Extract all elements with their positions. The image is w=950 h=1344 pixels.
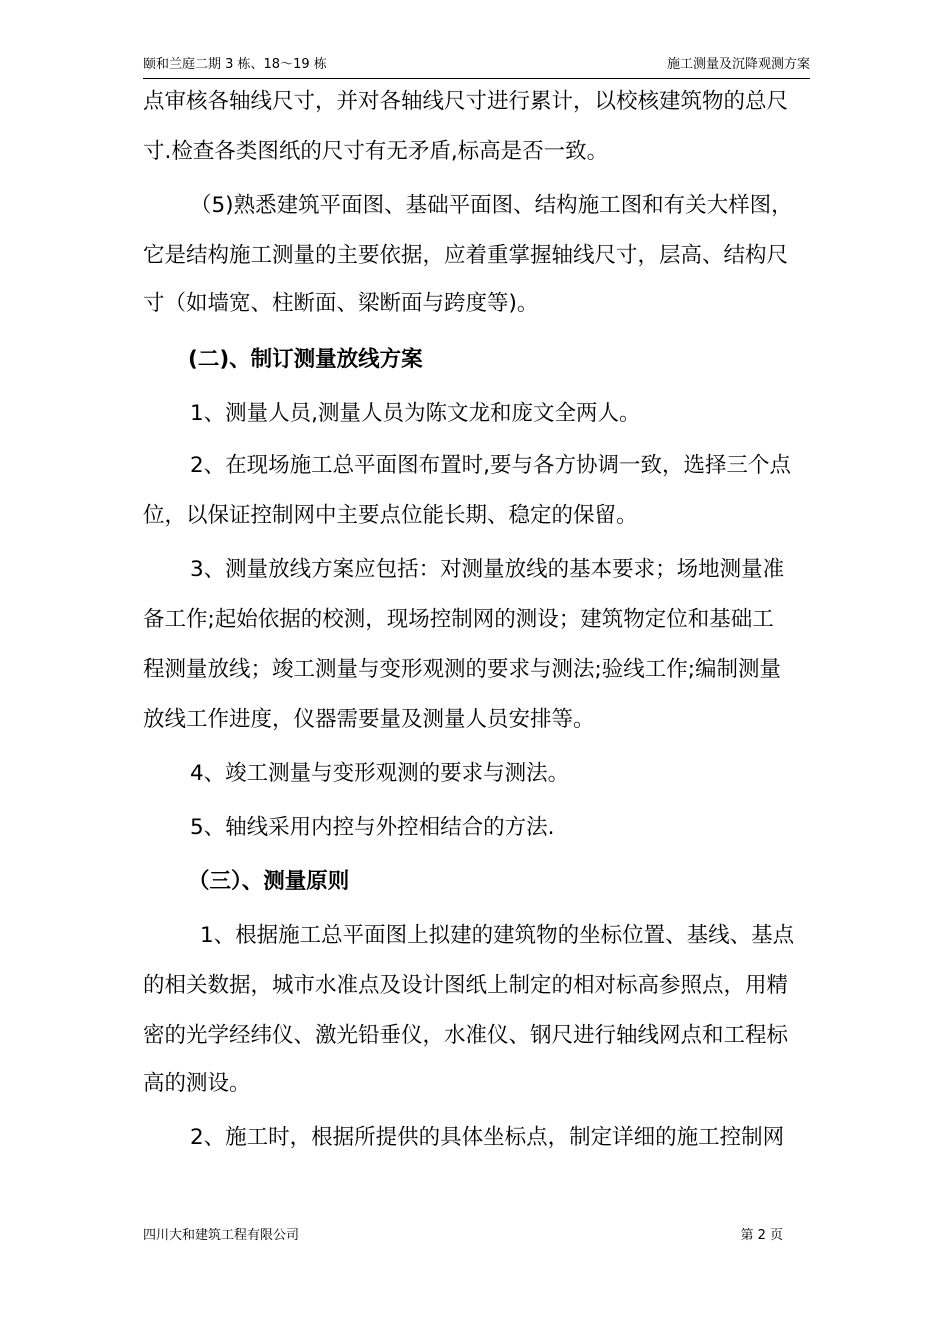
page-header	[143, 56, 810, 79]
paragraph-line: 密的光学经纬仪、激光铅垂仪，水准仪、钢尺进行轴线网点和工程标	[143, 1023, 789, 1048]
paragraph-line: 1、测量人员,测量人员为陈文龙和庞文全两人。	[190, 401, 641, 426]
footer-page-number: 第 2 页	[740, 1228, 783, 1243]
paragraph-line: （5)熟悉建筑平面图、基础平面图、结构施工图和有关大样图，	[190, 193, 793, 218]
paragraph-line: 放线工作进度，仪器需要量及测量人员安排等。	[143, 707, 595, 732]
section-heading-2: (二)、制订测量放线方案	[188, 347, 423, 372]
paragraph-line: 1、根据施工总平面图上拟建的建筑物的坐标位置、基线、基点	[200, 923, 795, 948]
footer-company-name: 四川大和建筑工程有限公司	[143, 1228, 300, 1243]
paragraph-line: 的相关数据，城市水准点及设计图纸上制定的相对标高参照点，用精	[143, 973, 789, 998]
paragraph-line: 4、竣工测量与变形观测的要求与测法。	[190, 761, 570, 786]
header-project-name: 颐和兰庭二期 3 栋、18～19 栋	[143, 57, 327, 72]
paragraph-line: 寸（如墙宽、柱断面、梁断面与跨度等)。	[143, 291, 539, 316]
paragraph-line: 高的测设。	[143, 1071, 251, 1096]
header-document-title: 施工测量及沉降观测方案	[666, 57, 810, 72]
paragraph-line: 3、测量放线方案应包括：对测量放线的基本要求；场地测量准	[190, 557, 785, 582]
paragraph-line: 它是结构施工测量的主要依据，应着重掌握轴线尺寸，层高、结构尺	[143, 243, 789, 268]
paragraph-line: 2、在现场施工总平面图布置时,要与各方协调一致，选择三个点	[190, 453, 792, 478]
paragraph-line: 位，以保证控制网中主要点位能长期、稳定的保留。	[143, 503, 638, 528]
paragraph-line: 寸.检查各类图纸的尺寸有无矛盾,标高是否一致。	[143, 139, 609, 164]
paragraph-line: 程测量放线；竣工测量与变形观测的要求与测法;验线工作;编制测量	[143, 657, 781, 682]
paragraph-line: 备工作;起始依据的校测，现场控制网的测设；建筑物定位和基础工	[143, 607, 774, 632]
section-heading-3: （三）、测量原则	[188, 869, 350, 894]
paragraph-line: 5、轴线采用内控与外控相结合的方法.	[190, 815, 555, 840]
paragraph-line: 2、施工时，根据所提供的具体坐标点，制定详细的施工控制网	[190, 1125, 785, 1150]
paragraph-line: 点审核各轴线尺寸，并对各轴线尺寸进行累计，以校核建筑物的总尺	[143, 89, 789, 114]
